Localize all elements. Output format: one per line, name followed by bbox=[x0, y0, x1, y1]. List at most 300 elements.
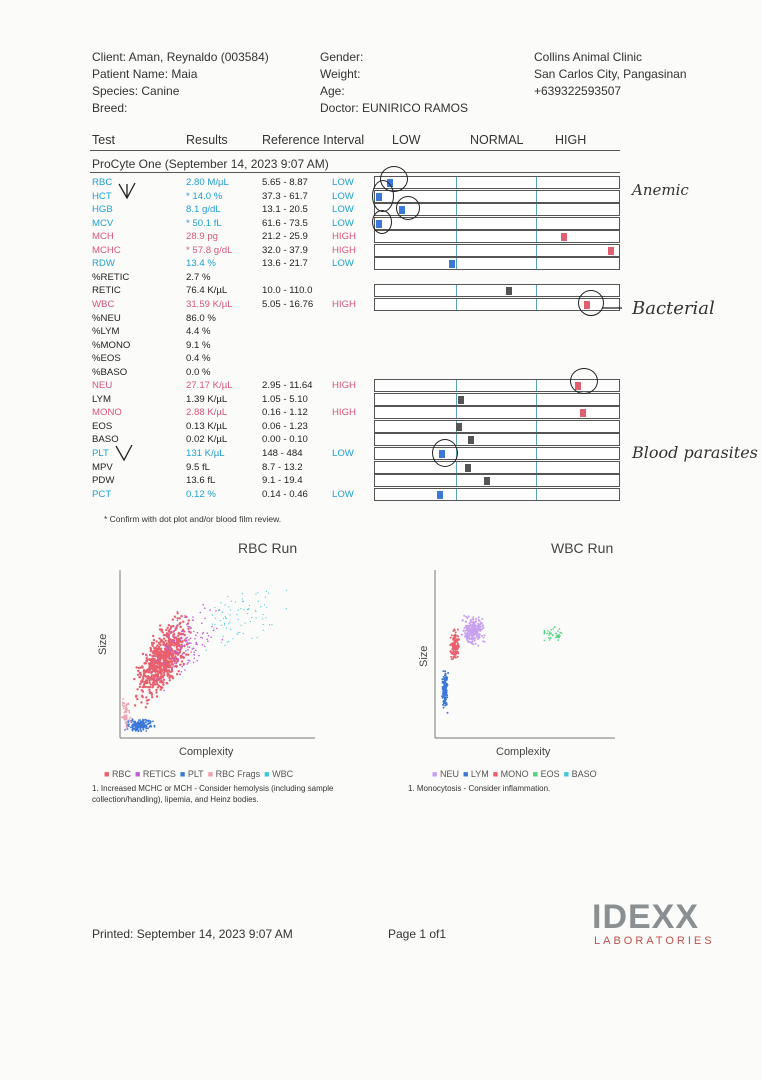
legend-label: WBC bbox=[272, 769, 294, 779]
scatter-point bbox=[158, 643, 160, 645]
scatter-point bbox=[124, 705, 126, 707]
range-gauge bbox=[374, 474, 620, 487]
legend-label: RETICS bbox=[142, 769, 176, 779]
wbc-plot-title: WBC Run bbox=[551, 540, 614, 556]
page-number: Page 1 of1 bbox=[388, 927, 447, 941]
scatter-point bbox=[158, 637, 160, 639]
scatter-point bbox=[559, 632, 561, 634]
scatter-point bbox=[456, 651, 458, 653]
scatter-point bbox=[453, 628, 455, 630]
legend-swatch-icon: ■ bbox=[563, 769, 572, 779]
legend-label: PLT bbox=[187, 769, 204, 779]
scatter-point bbox=[167, 662, 169, 664]
scatter-point bbox=[178, 653, 180, 655]
legend-label: BASO bbox=[571, 769, 597, 779]
scatter-point bbox=[472, 627, 474, 629]
scatter-point bbox=[184, 617, 186, 619]
gauge-divider bbox=[536, 462, 537, 473]
row-ref: 32.0 - 37.9 bbox=[262, 245, 308, 256]
row-name: WBC bbox=[92, 299, 115, 310]
scatter-point bbox=[221, 642, 222, 643]
scatter-point bbox=[181, 637, 183, 639]
row-flag: LOW bbox=[332, 204, 354, 215]
scatter-point bbox=[163, 658, 165, 660]
scatter-point bbox=[255, 611, 256, 612]
scatter-point bbox=[204, 646, 206, 648]
scatter-point bbox=[157, 678, 159, 680]
legend-swatch-icon: ■ bbox=[532, 769, 541, 779]
scatter-point bbox=[549, 633, 551, 635]
scatter-point bbox=[168, 643, 170, 645]
scatter-point bbox=[124, 719, 126, 721]
rbc-plot-title: RBC Run bbox=[238, 540, 298, 556]
scatter-point bbox=[163, 661, 165, 663]
scatter-point bbox=[181, 631, 183, 633]
row-ref: 0.00 - 0.10 bbox=[262, 434, 308, 445]
scatter-point bbox=[161, 687, 163, 689]
scatter-point bbox=[444, 705, 446, 707]
plt-circle bbox=[432, 439, 458, 467]
scatter-point bbox=[455, 657, 457, 659]
scatter-point bbox=[202, 633, 204, 635]
gauge-divider bbox=[536, 245, 537, 256]
row-result: 13.6 fL bbox=[186, 475, 216, 486]
scatter-point bbox=[457, 629, 459, 631]
scatter-point bbox=[167, 673, 169, 675]
scatter-point bbox=[470, 642, 472, 644]
scatter-point bbox=[135, 696, 137, 698]
scatter-point bbox=[447, 712, 449, 714]
printed-date: Printed: September 14, 2023 9:07 AM bbox=[92, 927, 293, 941]
scatter-point bbox=[156, 640, 158, 642]
gauge-divider bbox=[536, 299, 537, 310]
scatter-point bbox=[239, 632, 240, 633]
row-result: 1.39 K/µL bbox=[186, 394, 228, 405]
scatter-point bbox=[179, 644, 181, 646]
scatter-point bbox=[210, 637, 212, 639]
row-name: %NEU bbox=[92, 313, 121, 324]
scatter-point bbox=[175, 628, 177, 630]
scatter-point bbox=[172, 636, 174, 638]
scatter-point bbox=[189, 646, 191, 648]
scatter-point bbox=[187, 646, 189, 648]
scatter-point bbox=[455, 631, 457, 633]
scatter-point bbox=[196, 660, 198, 662]
legend-label: MONO bbox=[500, 769, 529, 779]
hgb-circle bbox=[396, 196, 420, 220]
gauge-marker bbox=[458, 396, 464, 404]
scatter-point bbox=[445, 673, 447, 675]
gauge-divider bbox=[456, 191, 457, 202]
row-result: 4.4 % bbox=[186, 326, 211, 337]
scatter-point bbox=[452, 653, 454, 655]
row-result: 2.7 % bbox=[186, 272, 211, 283]
scatter-point bbox=[150, 650, 152, 652]
scatter-point bbox=[467, 632, 469, 634]
row-flag: HIGH bbox=[332, 231, 356, 242]
scatter-point bbox=[172, 654, 174, 656]
scatter-point bbox=[220, 620, 221, 621]
scatter-point bbox=[226, 618, 227, 619]
scatter-point bbox=[180, 626, 182, 628]
legend-label: NEU bbox=[439, 769, 459, 779]
scatter-point bbox=[466, 627, 468, 629]
scatter-point bbox=[552, 634, 554, 636]
scatter-point bbox=[208, 635, 210, 637]
scatter-point bbox=[141, 722, 143, 724]
scatter-point bbox=[256, 617, 257, 618]
scatter-point bbox=[184, 669, 186, 671]
scatter-point bbox=[193, 631, 195, 633]
legend-label: EOS bbox=[540, 769, 560, 779]
legend-swatch-icon: ■ bbox=[462, 769, 471, 779]
scatter-point bbox=[477, 645, 479, 647]
gauge-divider bbox=[456, 245, 457, 256]
scatter-point bbox=[156, 649, 158, 651]
scatter-point bbox=[122, 704, 124, 706]
gauge-divider bbox=[456, 475, 457, 486]
scatter-point bbox=[447, 672, 449, 674]
row-ref: 1.05 - 5.10 bbox=[262, 394, 308, 405]
scatter-point bbox=[151, 655, 153, 657]
scatter-point bbox=[184, 615, 186, 617]
row-result: 0.12 % bbox=[186, 489, 216, 500]
scatter-point bbox=[171, 663, 173, 665]
scatter-point bbox=[146, 677, 148, 679]
scatter-point bbox=[170, 658, 172, 660]
scatter-point bbox=[464, 627, 466, 629]
col-reference: Reference Interval bbox=[262, 133, 365, 147]
scatter-point bbox=[174, 616, 176, 618]
scatter-point bbox=[164, 644, 166, 646]
breed: Breed: bbox=[92, 101, 128, 115]
scatter-point bbox=[179, 646, 181, 648]
row-result: 9.1 % bbox=[186, 340, 211, 351]
scatter-point bbox=[176, 638, 178, 640]
scatter-point bbox=[465, 634, 467, 636]
age: Age: bbox=[320, 84, 345, 98]
scatter-point bbox=[171, 627, 173, 629]
row-ref: 21.2 - 25.9 bbox=[262, 231, 308, 242]
scatter-point bbox=[218, 610, 219, 611]
row-name: PCT bbox=[92, 489, 112, 500]
row-name: RBC bbox=[92, 177, 113, 188]
rbc-ylabel: Size bbox=[97, 633, 109, 655]
scatter-point bbox=[250, 621, 251, 622]
scatter-point bbox=[179, 617, 181, 619]
scatter-point bbox=[187, 649, 189, 651]
legend-swatch-icon: ■ bbox=[432, 769, 440, 779]
scatter-point bbox=[178, 658, 180, 660]
scatter-point bbox=[468, 615, 470, 617]
scatter-point bbox=[196, 643, 198, 645]
scatter-point bbox=[544, 631, 546, 633]
scatter-point bbox=[150, 672, 152, 674]
client-name: Client: Aman, Reynaldo (003584) bbox=[92, 50, 269, 64]
scatter-point bbox=[450, 651, 452, 653]
scatter-point bbox=[150, 683, 152, 685]
scatter-point bbox=[443, 707, 445, 709]
scatter-point bbox=[200, 637, 202, 639]
rbc-note: 1. Increased MCHC or MCH - Consider hemolysis (including sample collection/handling), lipemia, and Heinz bodies. bbox=[92, 784, 334, 804]
scatter-point bbox=[182, 645, 184, 647]
legend-label: LYM bbox=[470, 769, 489, 779]
scatter-point bbox=[559, 628, 561, 630]
row-name: %BASO bbox=[92, 367, 128, 378]
gauge-marker bbox=[465, 464, 471, 472]
scatter-point bbox=[181, 671, 183, 673]
hct-circle bbox=[372, 180, 394, 212]
species: Species: Canine bbox=[92, 84, 180, 98]
note-bacterial: Bacterial bbox=[632, 298, 715, 319]
scatter-point bbox=[481, 618, 483, 620]
scatter-point bbox=[481, 635, 483, 637]
scatter-point bbox=[146, 702, 148, 704]
scatter-point bbox=[450, 656, 452, 658]
rbc-legend bbox=[104, 769, 297, 779]
gauge-marker bbox=[468, 436, 474, 444]
scatter-point bbox=[221, 625, 222, 626]
scatter-point bbox=[145, 706, 147, 708]
scatter-point bbox=[251, 617, 252, 618]
scatter-point bbox=[158, 646, 160, 648]
scatter-point bbox=[148, 664, 150, 666]
scatter-point bbox=[182, 634, 184, 636]
scatter-point bbox=[444, 695, 446, 697]
scatter-point bbox=[453, 649, 455, 651]
scatter-point bbox=[145, 686, 147, 688]
scatter-point bbox=[479, 634, 481, 636]
scatter-point bbox=[550, 637, 552, 639]
scatter-point bbox=[457, 652, 459, 654]
scatter-point bbox=[550, 633, 552, 635]
scatter-point bbox=[151, 662, 153, 664]
scatter-point bbox=[126, 723, 128, 725]
scatter-point bbox=[468, 637, 470, 639]
row-flag: LOW bbox=[332, 191, 354, 202]
scatter-point bbox=[125, 722, 127, 724]
gauge-divider bbox=[456, 462, 457, 473]
note-blood-parasites: Blood parasites bbox=[632, 443, 758, 462]
scatter-point bbox=[137, 670, 139, 672]
row-ref: 5.05 - 16.76 bbox=[262, 299, 314, 310]
scatter-point bbox=[155, 680, 157, 682]
scatter-point bbox=[193, 647, 195, 649]
scatter-point bbox=[147, 720, 149, 722]
scatter-point bbox=[173, 634, 175, 636]
row-ref: 0.14 - 0.46 bbox=[262, 489, 308, 500]
scatter-point bbox=[181, 666, 183, 668]
client-info bbox=[92, 49, 269, 117]
row-name: MONO bbox=[92, 407, 122, 418]
scatter-point bbox=[144, 721, 146, 723]
scatter-point bbox=[190, 651, 192, 653]
range-gauge bbox=[374, 447, 620, 460]
scatter-point bbox=[167, 636, 169, 638]
scatter-point bbox=[148, 671, 150, 673]
scatter-point bbox=[189, 660, 191, 662]
gauge-divider bbox=[536, 204, 537, 215]
scatter-point bbox=[164, 663, 166, 665]
scatter-point bbox=[128, 710, 130, 712]
scatter-point bbox=[181, 654, 183, 656]
scatter-point bbox=[237, 634, 238, 635]
scatter-point bbox=[168, 635, 170, 637]
row-result: * 14.0 % bbox=[186, 191, 223, 202]
gauge-marker bbox=[449, 260, 455, 268]
scatter-point bbox=[152, 685, 154, 687]
scatter-point bbox=[190, 638, 192, 640]
scatter-point bbox=[222, 639, 224, 641]
row-ref: 10.0 - 110.0 bbox=[262, 285, 313, 296]
gauge-divider bbox=[536, 258, 537, 269]
scatter-point bbox=[180, 633, 182, 635]
scatter-point bbox=[175, 636, 177, 638]
scatter-point bbox=[174, 651, 176, 653]
scatter-point bbox=[186, 637, 188, 639]
scatter-point bbox=[232, 638, 233, 639]
scatter-point bbox=[138, 719, 140, 721]
clinic-info bbox=[534, 49, 687, 100]
gauge-divider bbox=[456, 407, 457, 418]
scatter-point bbox=[204, 618, 206, 620]
scatter-point bbox=[148, 699, 150, 701]
scatter-point bbox=[198, 655, 200, 657]
scatter-point bbox=[255, 610, 256, 611]
scatter-point bbox=[159, 624, 161, 626]
gauge-divider bbox=[536, 448, 537, 459]
range-gauge bbox=[374, 244, 620, 257]
scatter-point bbox=[241, 625, 242, 626]
legend-swatch-icon: ■ bbox=[492, 769, 501, 779]
scatter-point bbox=[214, 624, 215, 625]
scatter-point bbox=[175, 657, 177, 659]
scatter-point bbox=[151, 674, 153, 676]
scatter-point bbox=[149, 667, 151, 669]
scatter-point bbox=[195, 650, 197, 652]
scatter-point bbox=[167, 633, 169, 635]
scatter-point bbox=[226, 627, 227, 628]
scatter-point bbox=[171, 666, 173, 668]
scatter-point bbox=[475, 618, 477, 620]
scatter-point bbox=[168, 677, 170, 679]
scatter-point bbox=[160, 680, 162, 682]
scatter-point bbox=[216, 628, 218, 630]
scatter-point bbox=[546, 633, 548, 635]
scatter-point bbox=[207, 640, 209, 642]
gauge-marker bbox=[506, 287, 512, 295]
scatter-point bbox=[143, 723, 145, 725]
row-ref: 37.3 - 61.7 bbox=[262, 191, 308, 202]
range-gauge bbox=[374, 406, 620, 419]
row-name: %RETIC bbox=[92, 272, 130, 283]
scatter-point bbox=[483, 637, 485, 639]
scatter-point bbox=[184, 644, 186, 646]
scatter-point bbox=[225, 616, 226, 617]
scatter-point bbox=[137, 674, 139, 676]
scatter-point bbox=[442, 681, 444, 683]
scatter-point bbox=[126, 717, 128, 719]
scatter-point bbox=[193, 651, 195, 653]
scatter-point bbox=[141, 727, 143, 729]
scatter-point bbox=[176, 651, 178, 653]
scatter-point bbox=[236, 614, 237, 615]
scatter-point bbox=[181, 660, 183, 662]
clinic-name: Collins Animal Clinic bbox=[534, 50, 643, 64]
row-name: HGB bbox=[92, 204, 113, 215]
scatter-point bbox=[145, 728, 147, 730]
scatter-point bbox=[475, 643, 477, 645]
scatter-point bbox=[169, 679, 171, 681]
row-name: RETIC bbox=[92, 285, 121, 296]
scatter-point bbox=[157, 686, 159, 688]
scatter-point bbox=[180, 615, 182, 617]
scatter-point bbox=[163, 672, 165, 674]
scatter-point bbox=[143, 662, 145, 664]
wbc-ylabel: Size bbox=[418, 645, 430, 667]
row-result: 0.0 % bbox=[186, 367, 211, 378]
row-result: 8.1 g/dL bbox=[186, 204, 221, 215]
scatter-point bbox=[153, 666, 155, 668]
scatter-point bbox=[193, 654, 195, 656]
scatter-point bbox=[471, 624, 473, 626]
scatter-point bbox=[152, 645, 154, 647]
range-gauge bbox=[374, 433, 620, 446]
header-rule bbox=[90, 150, 620, 151]
scatter-point bbox=[463, 615, 465, 617]
dash-mark bbox=[600, 300, 626, 314]
row-ref: 9.1 - 19.4 bbox=[262, 475, 303, 486]
legend-swatch-icon: ■ bbox=[264, 769, 273, 779]
scatter-point bbox=[142, 686, 144, 688]
scatter-point bbox=[132, 718, 134, 720]
scatter-point bbox=[186, 663, 188, 665]
scatter-point bbox=[224, 624, 225, 625]
scatter-point bbox=[266, 607, 267, 608]
scatter-point bbox=[153, 650, 155, 652]
gauge-divider bbox=[536, 434, 537, 445]
scatter-point bbox=[142, 696, 144, 698]
scatter-point bbox=[263, 614, 264, 615]
scatter-point bbox=[192, 616, 194, 618]
scatter-point bbox=[457, 656, 459, 658]
scatter-point bbox=[132, 730, 134, 732]
scatter-point bbox=[482, 624, 484, 626]
scatter-point bbox=[266, 591, 267, 592]
down-arrow-icon bbox=[115, 180, 139, 202]
scatter-point bbox=[548, 637, 550, 639]
scatter-point bbox=[179, 673, 181, 675]
scatter-point bbox=[136, 688, 138, 690]
row-result: 2.88 K/µL bbox=[186, 407, 228, 418]
scatter-point bbox=[471, 638, 473, 640]
scatter-point bbox=[173, 630, 175, 632]
scatter-point bbox=[228, 641, 229, 642]
row-name: PLT bbox=[92, 448, 109, 459]
row-ref: 13.6 - 21.7 bbox=[262, 258, 308, 269]
scatter-point bbox=[478, 635, 480, 637]
scatter-point bbox=[168, 629, 170, 631]
scatter-point bbox=[462, 619, 464, 621]
scatter-point bbox=[163, 668, 165, 670]
scatter-point bbox=[449, 644, 451, 646]
scatter-point bbox=[445, 703, 447, 705]
scatter-point bbox=[268, 593, 269, 594]
scatter-point bbox=[162, 684, 164, 686]
scatter-point bbox=[132, 726, 134, 728]
range-gauge bbox=[374, 257, 620, 270]
row-ref: 13.1 - 20.5 bbox=[262, 204, 308, 215]
